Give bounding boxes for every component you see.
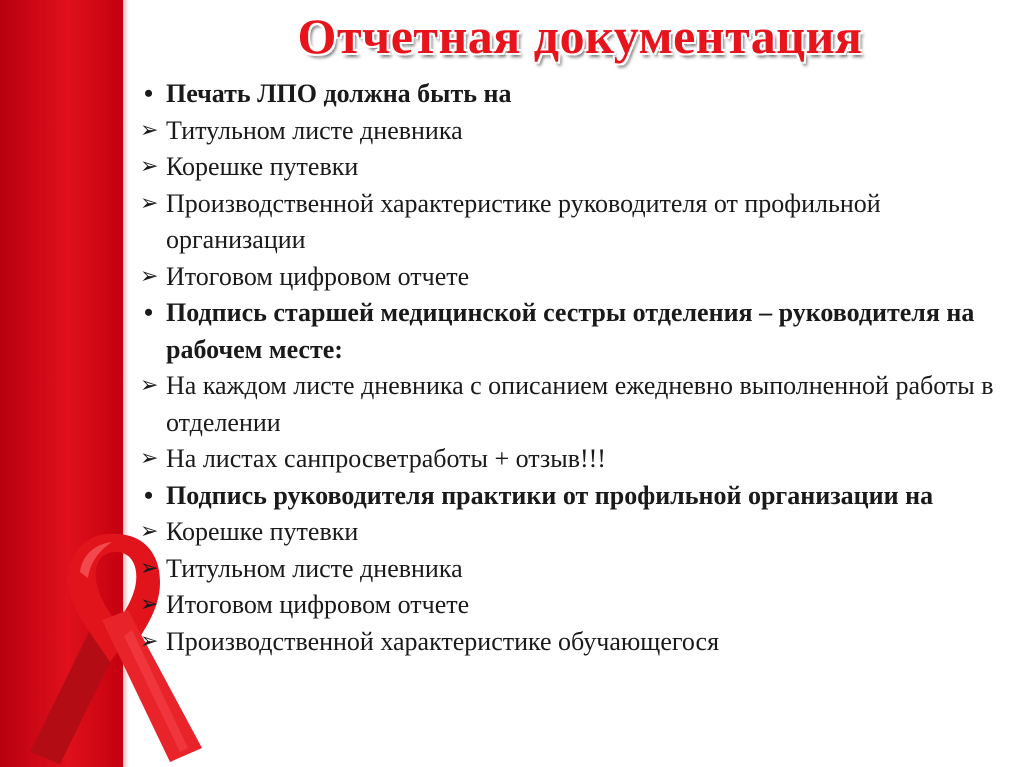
arrow-marker-icon: ➢ <box>140 373 159 398</box>
item-text: Титульном листе дневника <box>166 115 463 145</box>
bullet-marker-icon: • <box>144 298 154 327</box>
arrow-list-item <box>140 113 1010 150</box>
item-text: Подпись руководителя практики от профильной организации на <box>166 480 934 510</box>
arrow-marker-icon: ➢ <box>140 628 159 654</box>
bullet-heading <box>140 76 1010 113</box>
content-list <box>140 76 1010 660</box>
arrow-marker-icon: ➢ <box>140 117 159 143</box>
slide-title: Отчетная документация <box>297 8 863 64</box>
arrow-list-item <box>140 587 1010 624</box>
item-text: Производственной характеристике руководителя от профильной организации <box>166 188 881 254</box>
bullet-heading <box>140 295 1010 368</box>
arrow-marker-icon: ➢ <box>140 263 159 289</box>
item-text: Корешке путевки <box>166 517 359 546</box>
bullet-marker-icon: • <box>144 480 154 510</box>
arrow-list-item <box>140 624 1010 661</box>
item-text: Печать ЛПО должна быть на <box>166 79 512 108</box>
arrow-list-item <box>140 514 1010 551</box>
arrow-list-item <box>140 186 1010 259</box>
item-text: Подпись старшей медицинской сестры отделения – руководителя на рабочем месте: <box>166 298 975 364</box>
item-text: На каждом листе дневника с описанием ежедневно выполненной работы в отделении <box>166 371 994 437</box>
arrow-list-item <box>140 551 1010 588</box>
arrow-list-item <box>140 259 1010 296</box>
arrow-marker-icon: ➢ <box>140 555 159 581</box>
arrow-list-item <box>140 368 1010 441</box>
arrow-list-item <box>140 441 1010 478</box>
arrow-marker-icon: ➢ <box>140 592 159 617</box>
item-text: Корешке путевки <box>166 152 359 181</box>
item-text: Итоговом цифровом отчете <box>166 261 470 291</box>
arrow-marker-icon: ➢ <box>140 446 159 471</box>
bullet-marker-icon: • <box>144 79 154 108</box>
arrow-list-item <box>140 149 1010 186</box>
arrow-marker-icon: ➢ <box>140 154 159 179</box>
item-text: На листах санпросветработы + отзыв!!! <box>166 444 606 473</box>
item-text: Итоговом цифровом отчете <box>166 590 470 619</box>
arrow-marker-icon: ➢ <box>140 190 159 216</box>
item-text: Титульном листе дневника <box>166 553 463 583</box>
arrow-marker-icon: ➢ <box>140 519 159 544</box>
bullet-heading <box>140 478 1010 515</box>
item-text: Производственной характеристике обучающегося <box>166 626 720 656</box>
